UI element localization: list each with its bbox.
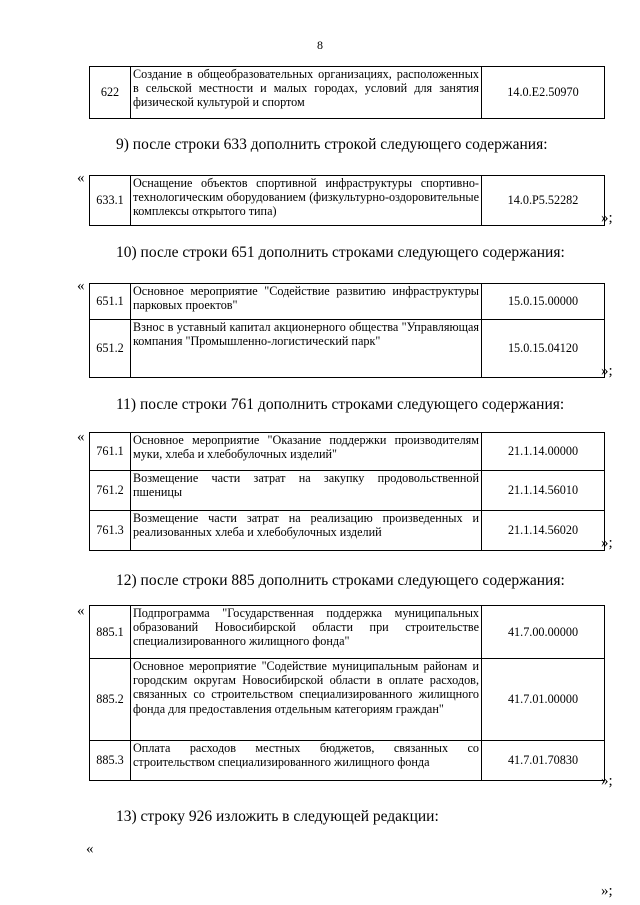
row-name: Создание в общеобразовательных организациях, расположенных в сельской местности и малых городах, условий для занятия физической культурой и спортом: [131, 67, 482, 119]
paragraph-9: 9) после строки 633 дополнить строкой следующего содержания:: [116, 136, 548, 153]
row-name: Оснащение объектов спортивной инфраструктуры спортивно-технологическим оборудованием (физкультурно-оздоровительные комплексы открытого типа): [131, 176, 482, 226]
row-code: 15.0.15.04120: [482, 320, 605, 378]
row-code: 21.1.14.56010: [482, 471, 605, 511]
row-name: Возмещение части затрат на закупку продовольственной пшеницы: [131, 471, 482, 511]
open-quote: «: [77, 429, 85, 445]
row-code: 14.0.P5.52282: [482, 176, 605, 226]
row-name: Возмещение части затрат на реализацию произведенных и реализованных хлеба и хлебобулочных изделий: [131, 511, 482, 551]
row-number: 633.1: [90, 176, 131, 226]
row-number: 651.1: [90, 284, 131, 320]
close-quote: »;: [601, 363, 613, 379]
row-name: Основное мероприятие "Содействие муниципальным районам и городским округам Новосибирской области в оплате расходов, связанных со строительством специализированного жилищного фонда для предоставления отдельным категориям граждан": [131, 659, 482, 741]
row-code: 15.0.15.00000: [482, 284, 605, 320]
open-quote: «: [77, 278, 85, 294]
row-code: 14.0.E2.50970: [482, 67, 605, 119]
row-number: 885.3: [90, 741, 131, 781]
row-code: 41.7.01.70830: [482, 741, 605, 781]
close-quote: »;: [601, 210, 613, 226]
row-number: 651.2: [90, 320, 131, 378]
paragraph-10: 10) после строки 651 дополнить строками следующего содержания:: [116, 244, 565, 261]
paragraph-13: 13) строку 926 изложить в следующей редакции:: [116, 808, 439, 825]
row-code: 41.7.00.00000: [482, 606, 605, 659]
open-quote: «: [77, 170, 85, 186]
close-quote: »;: [601, 883, 613, 899]
row-name: Основное мероприятие "Оказание поддержки производителям муки, хлеба и хлебобулочных изделий": [131, 433, 482, 471]
table-insert-633: [89, 175, 605, 226]
row-number: 622: [90, 67, 131, 119]
table-insert-761: [89, 432, 605, 551]
paragraph-12: 12) после строки 885 дополнить строками следующего содержания:: [116, 572, 565, 589]
row-code: 21.1.14.00000: [482, 433, 605, 471]
row-name: Подпрограмма "Государственная поддержка муниципальных образований Новосибирской области при строительстве специализированного жилищного фонда": [131, 606, 482, 659]
close-quote: »;: [601, 773, 613, 789]
row-number: 761.2: [90, 471, 131, 511]
row-number: 885.1: [90, 606, 131, 659]
row-name: Взнос в уставный капитал акционерного общества "Управляющая компания "Промышленно-логистический парк": [131, 320, 482, 378]
row-name: Основное мероприятие "Содействие развитию инфраструктуры парковых проектов": [131, 284, 482, 320]
row-number: 761.3: [90, 511, 131, 551]
paragraph-11: 11) после строки 761 дополнить строками следующего содержания:: [116, 396, 565, 413]
row-code: 41.7.01.00000: [482, 659, 605, 741]
row-number: 885.2: [90, 659, 131, 741]
table-insert-885: [89, 605, 605, 781]
page-number: 8: [317, 38, 323, 52]
row-code: 21.1.14.56020: [482, 511, 605, 551]
table-insert-651: [89, 283, 605, 378]
row-number: 761.1: [90, 433, 131, 471]
table-row-622: [89, 66, 605, 119]
close-quote: »;: [601, 535, 613, 551]
open-quote: «: [86, 841, 94, 857]
open-quote: «: [77, 603, 85, 619]
row-name: Оплата расходов местных бюджетов, связанных со строительством специализированного жилищного фонда: [131, 741, 482, 781]
